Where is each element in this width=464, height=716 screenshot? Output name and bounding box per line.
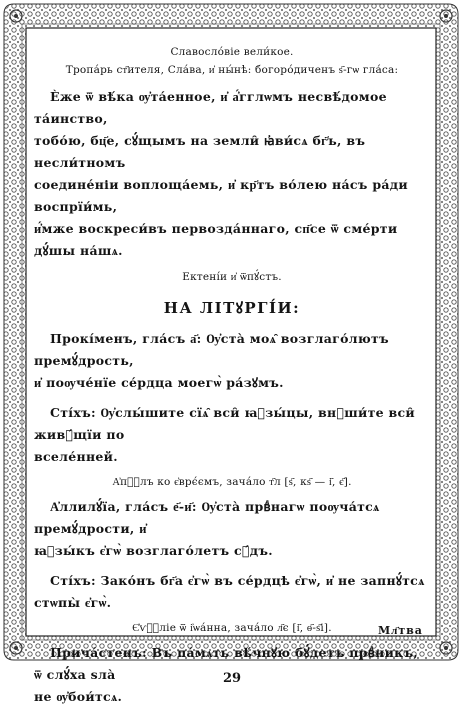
stikh-1 xyxy=(34,402,430,468)
stikh-line: стѡпы̀ є҆гѡ̀. xyxy=(34,595,112,610)
troparion-line: Ѐже ѿ вѣ́ка ѹ҆та́енное, и҆ а҆́гглѡмъ несвѣ́домое та́инство, xyxy=(34,89,387,126)
catchword: Мл҃тва xyxy=(378,624,423,637)
alleluia-line: ꙗ҆зы́къ є҆гѡ̀ возглаго́летъ сꙋ́дъ. xyxy=(34,543,273,558)
alleluia-line: А҆ллилꙋ́їа, гла́съ е҃-и҃: Ѹ҆ста̀ првⷣнагѡ поѹча́тсѧ премꙋ́дрости, и҆ xyxy=(34,499,380,536)
stikh-line: вселе́нней. xyxy=(34,449,118,464)
gospel-reading: Є҆ѵⷢ҇ліе ѿ і҆ѡа́нна, зача́ло л҃є [і҃, ѳ҃-ѕ҃і]. xyxy=(132,622,332,634)
doxology-heading: Славосло́віе вели́кое. xyxy=(170,46,294,58)
alleluia-text xyxy=(34,496,430,562)
troparion-line: тобо́ю, бц҃е, сꙋ́щымъ на земли̑ ꙗ҆ви́сѧ бг҃ъ, въ несли́тномъ xyxy=(34,133,366,170)
stikh-2 xyxy=(34,570,430,614)
main-text xyxy=(34,40,430,716)
communion-line: Прича́стенъ: Въ па́мѧть вѣ́чнꙋю бꙋ́детъ првⷣникъ, ѿ слꙋ́ха ѕла̀ xyxy=(34,645,419,682)
liturgy-title: НА ЛІТꙋРГІ́И: xyxy=(163,299,301,317)
prokeimenon-text xyxy=(34,328,430,394)
stikh-line: Сті́хъ: Зако́нъ бг҃а є҆гѡ̀ въ се́рдцѣ є҆гѡ̀, и҆ не запнꙋ́тсѧ xyxy=(50,573,425,588)
communion-line: не ѹ҆бои́тсѧ. xyxy=(34,689,123,704)
page-number: 29 xyxy=(222,671,242,686)
troparion-line: и҆́мже воскреси́въ первозда́ннаго, сп҃се ѿ сме́рти дꙋ́шы на́шѧ. xyxy=(34,221,398,258)
troparion-heading: Тропа́рь ст҃ителя, Сла́ва, и҆ ны́нѣ: богоро́диченъ ѕ҃-гѡ гла́са: xyxy=(65,64,399,76)
prokeimenon-line: Прокі́менъ, гла́съ а҃: Ѹ҆ста̀ моѧ̑ возглаго́лютъ премꙋ́дрость, xyxy=(34,331,389,368)
troparion-line: соедине́ніи воплоща́емь, и҆ кр҃тъ во́лею на́съ ра́ди воспрїи́мь, xyxy=(34,177,408,214)
troparion-text xyxy=(34,86,430,262)
stikh-line: Сті́хъ: Ѹ҆слы́шите сїѧ̑ вси̑ ꙗ҆зы́цы, внꙋши́те вси̑ живꙋ́щїи по xyxy=(34,405,416,442)
ektenia-line: Ектені́и и҆ ѿпꙋ́стъ. xyxy=(182,271,282,283)
prokeimenon-line: и҆ поѹче́нїе се́рдца моегѡ̀ ра́зꙋмъ. xyxy=(34,375,284,390)
apostle-reading: А҆пⷭ҇лъ ко є҆врє́ємъ, зача́ло т҃л [ѕ҃, кѕ҃ — і҃, є҃]. xyxy=(112,476,352,488)
